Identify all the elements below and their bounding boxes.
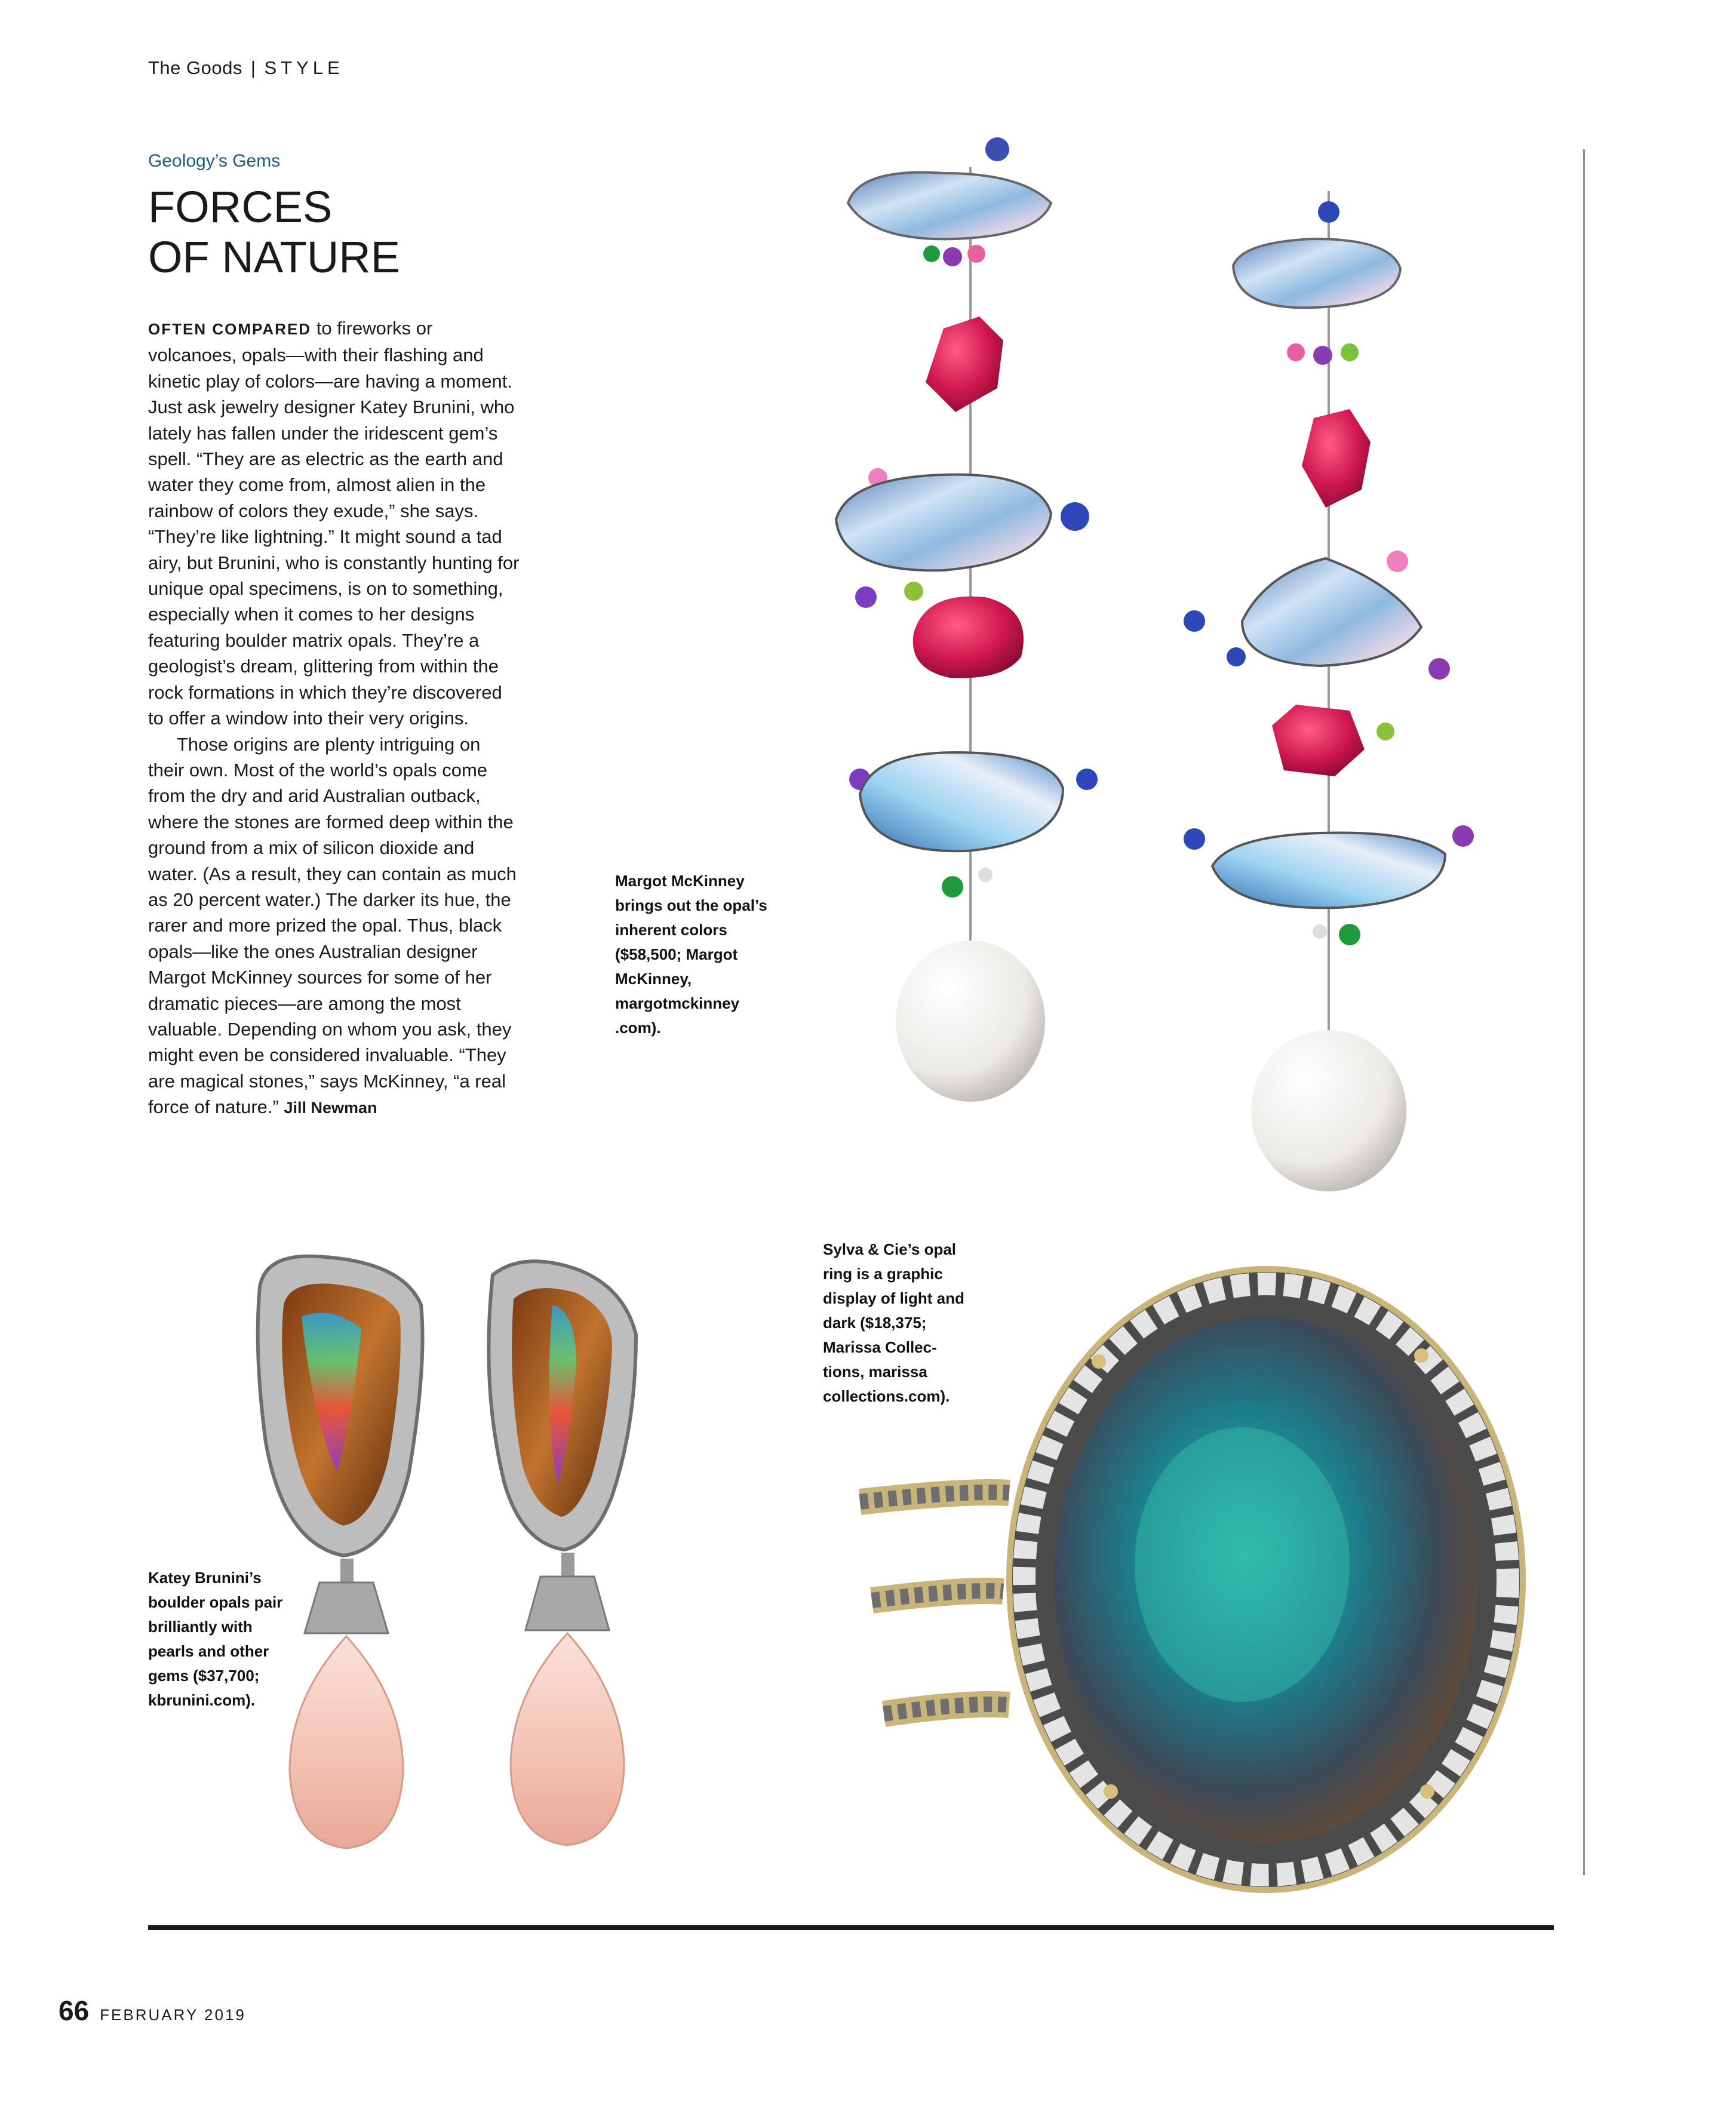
article-headline	[148, 182, 400, 282]
byline: Jill Newman	[284, 1099, 377, 1117]
article-kicker: Geology’s Gems	[148, 151, 281, 171]
left-mckinney-earring	[836, 137, 1098, 1102]
headline-line-1: FORCES	[148, 182, 333, 232]
page-footer	[59, 1995, 246, 2027]
right-brunini-earring	[488, 1261, 636, 1845]
vertical-rule	[1583, 149, 1585, 1875]
caption-brunini-earrings: Katey Brunini’s boulder opals pair brilliantly with pearls and other gems ($37,700; kbrunini.com).	[148, 1569, 283, 1709]
brunini-earrings-image	[242, 1245, 672, 1905]
paragraph-1	[148, 315, 520, 732]
article-body	[148, 315, 520, 1121]
headline-line-2: OF NATURE	[148, 232, 401, 282]
running-header	[148, 57, 344, 79]
issue-date: FEBRUARY 2019	[100, 2006, 246, 2024]
header-separator: |	[250, 57, 256, 78]
right-mckinney-earring	[1184, 191, 1474, 1191]
caption-sylva-ring: Sylva & Cie’s opal ring is a graphic display of light and dark ($18,375; Marissa Collec- tions, marissa collections.com).	[823, 1240, 964, 1405]
bottom-rule	[148, 1925, 1554, 1930]
mckinney-earrings-image	[824, 131, 1481, 1206]
page-number: 66	[59, 1995, 90, 2026]
section-name: STYLE	[264, 57, 344, 78]
caption-mckinney-earrings: Margot McKinney brings out the opal’s inherent colors ($58,500; Margot McKinney, margotmckinney .com).	[615, 872, 767, 1037]
lead-in: OFTEN COMPARED	[148, 320, 312, 338]
ring-bands	[860, 1492, 1009, 1714]
paragraph-1-text: to fireworks or volcanoes, opals—with their flashing and kinetic play of colors—are having a moment. Just ask jewelry designer Katey Brunini, who lately has fallen under the iridescent gem’s spell. “They are as electric as the earth and water they come from, almost alien in the rainbow of colors they exude,” she says. “They’re like lightning.” It might sound a tad airy, but Brunini, who is constantly hunting for unique opal specimens, is on to something, especially when it comes to her designs featuring boulder matrix opals. They’re a geologist’s dream, glittering from within the rock formations in which they’re discovered to offer a window into their very origins.	[148, 318, 520, 729]
publication-name: The Goods	[148, 57, 242, 78]
paragraph-2-text: Those origins are plenty intriguing on their own. Most of the world’s opals come from the dry and arid Australian outback, where the stones are formed deep within the ground from a mix of silicon dioxide and water. (As a result, they can contain as much as 20 percent water.) The darker its hue, the rarer and more prized the opal. Thus, black opals—like the ones Australian designer Margot McKinney sources for some of her dramatic pieces—are among the most valuable. Depending on whom you ask, they might even be considered invaluable. “They are magical stones,” says McKinney, “a real force of nature.”	[148, 733, 517, 1118]
paragraph-2	[148, 732, 520, 1121]
left-brunini-earring	[258, 1256, 423, 1848]
sylva-ring-image	[848, 1254, 1535, 1905]
